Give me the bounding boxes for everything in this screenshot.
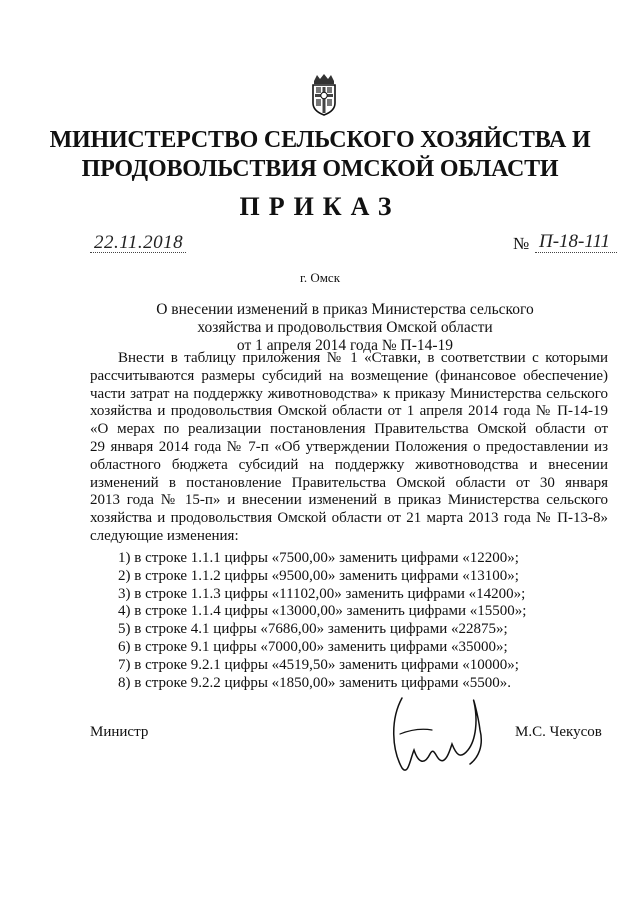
signatory-title: Министр — [90, 724, 149, 740]
change-item: 2) в строке 1.1.2 цифры «9500,00» заменить цифрами «13100»; — [118, 567, 519, 584]
body-line: изменений в постановление Правительства Омской области от 30 января — [90, 474, 608, 491]
handwritten-signature-icon — [380, 680, 510, 790]
body-paragraph — [90, 350, 608, 546]
change-item: 7) в строке 9.2.1 цифры «4519,50» заменить цифрами «10000»; — [118, 656, 519, 673]
body-line: «О мерах по реализации постановления Правительства Омской области от — [90, 421, 608, 438]
order-number-label: № — [513, 234, 530, 253]
body-line: Внести в таблицу приложения № 1 «Ставки, в соответствии с которыми — [118, 350, 608, 366]
changes-list — [118, 550, 526, 692]
body-line: части затрат на поддержку животноводства» к приказу Министерства сельского — [90, 385, 608, 402]
body-line: 29 января 2014 года № 7-п «Об утверждении Положения о предоставлении из — [90, 438, 608, 455]
ministry-title-line-1: МИНИСТЕРСТВО СЕЛЬСКОГО ХОЗЯЙСТВА И — [49, 127, 591, 153]
subject-line-3: от 1 апреля 2014 года № П-14-19 — [236, 337, 454, 354]
city: г. Омск — [299, 270, 341, 285]
body-line: следующие изменения: — [90, 527, 239, 544]
ministry-title-line-2: ПРОДОВОЛЬСТВИЯ ОМСКОЙ ОБЛАСТИ — [81, 156, 559, 182]
body-line: рассчитываются размеры субсидий на возмещение (финансовое обеспечение) — [90, 367, 608, 384]
subject-line-1: О внесении изменений в приказ Министерства сельского — [156, 301, 534, 318]
body-line: хозяйства и продовольствия Омской области от 21 марта 2013 года № П-13-8» — [90, 510, 608, 527]
change-item: 1) в строке 1.1.1 цифры «7500,00» заменить цифрами «12200»; — [118, 550, 519, 566]
document-type: ПРИКАЗ — [239, 192, 401, 221]
subject-line-2: хозяйства и продовольствия Омской области — [197, 319, 493, 336]
change-item: 4) в строке 1.1.4 цифры «13000,00» заменить цифрами «15500»; — [118, 603, 527, 620]
change-item: 3) в строке 1.1.3 цифры «11102,00» заменить цифрами «14200»; — [118, 585, 526, 602]
order-number: П-18-111 — [539, 231, 611, 252]
change-item: 8) в строке 9.2.2 цифры «1850,00» заменить цифрами «5500». — [118, 674, 512, 691]
number-underline — [535, 252, 617, 253]
order-date: 22.11.2018 — [94, 232, 184, 253]
body-line: хозяйства и продовольствия Омской области от 1 апреля 2014 года № П-14-19 — [90, 403, 608, 420]
date-underline — [90, 252, 186, 253]
body-line: областного бюджета субсидий на поддержку животноводства и внесении — [90, 456, 608, 473]
signatory-name: М.С. Чекусов — [515, 724, 602, 740]
body-line: 2013 года № 15-п» и внесении изменений в приказ Министерства сельского — [90, 492, 608, 509]
change-item: 6) в строке 9.1 цифры «7000,00» заменить цифрами «35000»; — [118, 638, 508, 655]
change-item: 5) в строке 4.1 цифры «7686,00» заменить цифрами «22875»; — [118, 621, 508, 638]
omsk-coat-of-arms-icon — [309, 73, 339, 117]
